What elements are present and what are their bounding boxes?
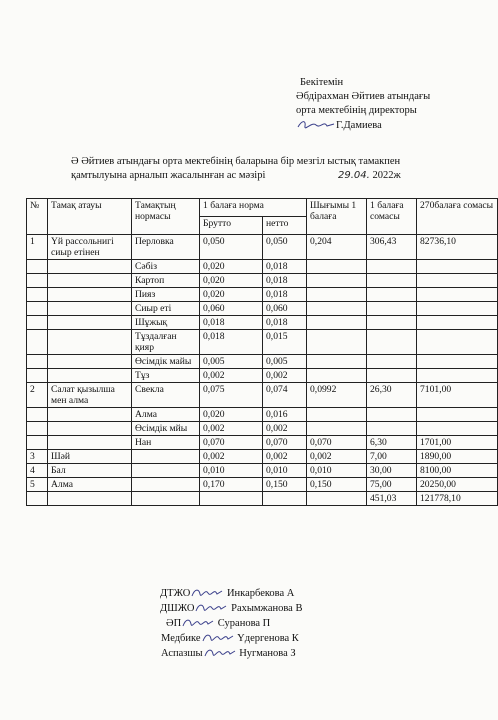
cell-cost1: 6,30 bbox=[367, 436, 417, 450]
table-row bbox=[27, 302, 498, 316]
handwritten-signature-icon bbox=[194, 601, 228, 614]
cell-num bbox=[27, 422, 48, 436]
cell-num bbox=[27, 302, 48, 316]
cell-num: 5 bbox=[27, 478, 48, 492]
cell-cost1 bbox=[367, 330, 417, 355]
cell-cost270 bbox=[417, 260, 498, 274]
document-heading bbox=[71, 155, 471, 183]
cell-output bbox=[307, 274, 367, 288]
cell-num bbox=[27, 288, 48, 302]
cell-netto: 0,002 bbox=[263, 450, 307, 464]
cell-cost270 bbox=[417, 369, 498, 383]
cell-ingredient: Сәбіз bbox=[132, 260, 200, 274]
cell-ingredient bbox=[132, 478, 200, 492]
cell-netto: 0,010 bbox=[263, 464, 307, 478]
signature-name: Нугманова З bbox=[239, 648, 296, 659]
cell-num bbox=[27, 260, 48, 274]
cell-output bbox=[307, 422, 367, 436]
signature-role: Аспазшы bbox=[161, 648, 203, 659]
cell-output bbox=[307, 302, 367, 316]
cell-netto: 0,070 bbox=[263, 436, 307, 450]
cell-empty bbox=[263, 492, 307, 506]
approval-signature-line bbox=[296, 118, 430, 133]
cell-netto: 0,005 bbox=[263, 355, 307, 369]
total-cost270: 121778,10 bbox=[417, 492, 498, 506]
cell-cost270 bbox=[417, 316, 498, 330]
cell-cost1 bbox=[367, 288, 417, 302]
header-norm: Тамақтың нормасы bbox=[132, 199, 200, 235]
heading-line-2: қамтылуына арналып жасалынған ас мәзірі 29.04. 2022ж bbox=[71, 170, 401, 181]
cell-name: Алма bbox=[48, 478, 132, 492]
cell-name: Үй рассольнигі сиыр етінен bbox=[48, 235, 132, 260]
cell-ingredient bbox=[132, 464, 200, 478]
signature-row bbox=[160, 631, 302, 646]
table-row bbox=[27, 316, 498, 330]
table-total-row bbox=[27, 492, 498, 506]
cell-ingredient: Перловка bbox=[132, 235, 200, 260]
heading-line-1: Ә Әйтиев атындағы орта мектебінің баларына бір мезгіл ыстық тамакпен bbox=[71, 156, 401, 167]
cell-output: 0,0992 bbox=[307, 383, 367, 408]
heading-year: 2022ж bbox=[372, 170, 401, 181]
cell-num bbox=[27, 274, 48, 288]
approval-line-2: орта мектебінің директоры bbox=[296, 105, 417, 116]
cell-netto: 0,002 bbox=[263, 422, 307, 436]
cell-output: 0,002 bbox=[307, 450, 367, 464]
cell-brutto: 0,020 bbox=[200, 260, 263, 274]
cell-ingredient: Свекла bbox=[132, 383, 200, 408]
cell-cost270: 7101,00 bbox=[417, 383, 498, 408]
cell-ingredient: Өсімдік майы bbox=[132, 355, 200, 369]
signature-name: Рахымжанова В bbox=[231, 603, 303, 614]
signature-role: ДШЖО bbox=[160, 603, 195, 614]
cell-num: 1 bbox=[27, 235, 48, 260]
cell-output: 0,204 bbox=[307, 235, 367, 260]
table-row bbox=[27, 274, 498, 288]
cell-output bbox=[307, 369, 367, 383]
cell-name bbox=[48, 436, 132, 450]
table-row bbox=[27, 464, 498, 478]
cell-netto: 0,018 bbox=[263, 260, 307, 274]
approval-title: Бекітемін bbox=[300, 77, 344, 88]
signature-role: ӘП bbox=[166, 618, 182, 629]
cell-cost1 bbox=[367, 422, 417, 436]
cell-num: 4 bbox=[27, 464, 48, 478]
cell-netto: 0,018 bbox=[263, 288, 307, 302]
cell-name bbox=[48, 302, 132, 316]
cell-output: 0,070 bbox=[307, 436, 367, 450]
cell-name bbox=[48, 260, 132, 274]
handwritten-date: 29.04. bbox=[338, 170, 370, 181]
signature-name: Инкарбекова А bbox=[226, 588, 295, 599]
cell-brutto: 0,002 bbox=[200, 422, 263, 436]
cell-ingredient: Шұжық bbox=[132, 316, 200, 330]
cell-num bbox=[27, 408, 48, 422]
signature-role: Медбике bbox=[161, 633, 201, 644]
cell-num: 3 bbox=[27, 450, 48, 464]
cell-cost1 bbox=[367, 316, 417, 330]
cell-empty bbox=[307, 492, 367, 506]
handwritten-signature-icon bbox=[201, 631, 235, 644]
handwritten-signature-icon bbox=[190, 586, 224, 599]
table-row bbox=[27, 436, 498, 450]
header-brutto: Брутто bbox=[200, 217, 263, 235]
table-row bbox=[27, 450, 498, 464]
cell-empty bbox=[48, 492, 132, 506]
table-row bbox=[27, 478, 498, 492]
cell-output bbox=[307, 260, 367, 274]
handwritten-signature-icon bbox=[203, 646, 237, 659]
cell-output bbox=[307, 316, 367, 330]
table-row bbox=[27, 330, 498, 355]
total-cost1: 451,03 bbox=[367, 492, 417, 506]
cell-brutto: 0,020 bbox=[200, 274, 263, 288]
cell-ingredient: Нан bbox=[132, 436, 200, 450]
cell-netto: 0,018 bbox=[263, 316, 307, 330]
header-cost1: 1 балаға сомасы bbox=[367, 199, 417, 235]
cell-brutto: 0,005 bbox=[200, 355, 263, 369]
cell-netto: 0,150 bbox=[263, 478, 307, 492]
table-row bbox=[27, 260, 498, 274]
cell-output: 0,150 bbox=[307, 478, 367, 492]
cell-cost1: 306,43 bbox=[367, 235, 417, 260]
cell-cost1 bbox=[367, 260, 417, 274]
cell-empty bbox=[27, 492, 48, 506]
signature-row bbox=[160, 601, 302, 616]
header-name: Тамақ атауы bbox=[48, 199, 132, 235]
cell-cost270 bbox=[417, 302, 498, 316]
cell-name bbox=[48, 408, 132, 422]
cell-cost270: 1701,00 bbox=[417, 436, 498, 450]
cell-num bbox=[27, 330, 48, 355]
table-row bbox=[27, 408, 498, 422]
signatures-block bbox=[160, 586, 302, 661]
cell-netto: 0,050 bbox=[263, 235, 307, 260]
cell-netto: 0,015 bbox=[263, 330, 307, 355]
header-cost270: 270балаға сомасы bbox=[417, 199, 498, 235]
cell-brutto: 0,018 bbox=[200, 316, 263, 330]
table-header-row bbox=[27, 199, 498, 217]
table-row bbox=[27, 369, 498, 383]
cell-cost1 bbox=[367, 274, 417, 288]
cell-brutto: 0,010 bbox=[200, 464, 263, 478]
cell-cost1 bbox=[367, 355, 417, 369]
cell-empty bbox=[200, 492, 263, 506]
cell-num bbox=[27, 436, 48, 450]
cell-ingredient: Сиыр еті bbox=[132, 302, 200, 316]
cell-output bbox=[307, 408, 367, 422]
handwritten-signature-icon bbox=[181, 616, 215, 629]
signature-row bbox=[160, 586, 302, 601]
signature-row bbox=[160, 646, 302, 661]
cell-name bbox=[48, 422, 132, 436]
cell-name: Шәй bbox=[48, 450, 132, 464]
cell-ingredient: Картоп bbox=[132, 274, 200, 288]
cell-ingredient: Өсімдік мйы bbox=[132, 422, 200, 436]
menu-table bbox=[26, 198, 498, 506]
cell-cost1: 7,00 bbox=[367, 450, 417, 464]
cell-cost270 bbox=[417, 288, 498, 302]
cell-ingredient: Пияз bbox=[132, 288, 200, 302]
cell-brutto: 0,075 bbox=[200, 383, 263, 408]
cell-cost1 bbox=[367, 408, 417, 422]
cell-cost1 bbox=[367, 302, 417, 316]
cell-name: Бал bbox=[48, 464, 132, 478]
cell-output bbox=[307, 330, 367, 355]
cell-brutto: 0,070 bbox=[200, 436, 263, 450]
cell-empty bbox=[132, 492, 200, 506]
cell-cost270 bbox=[417, 408, 498, 422]
cell-cost1 bbox=[367, 369, 417, 383]
cell-cost270: 82736,10 bbox=[417, 235, 498, 260]
cell-output: 0,010 bbox=[307, 464, 367, 478]
cell-ingredient: Тұздалған қияр bbox=[132, 330, 200, 355]
cell-netto: 0,018 bbox=[263, 274, 307, 288]
cell-cost1: 75,00 bbox=[367, 478, 417, 492]
cell-cost1: 26,30 bbox=[367, 383, 417, 408]
cell-brutto: 0,018 bbox=[200, 330, 263, 355]
cell-cost1: 30,00 bbox=[367, 464, 417, 478]
cell-num bbox=[27, 369, 48, 383]
cell-output bbox=[307, 288, 367, 302]
table-row bbox=[27, 235, 498, 260]
cell-brutto: 0,170 bbox=[200, 478, 263, 492]
director-name: Г.Дамиева bbox=[336, 120, 382, 131]
signature-row bbox=[160, 616, 302, 631]
table-row bbox=[27, 422, 498, 436]
signature-name: Үдергенова К bbox=[237, 633, 299, 644]
cell-cost270 bbox=[417, 355, 498, 369]
cell-num: 2 bbox=[27, 383, 48, 408]
table-row bbox=[27, 288, 498, 302]
cell-name bbox=[48, 274, 132, 288]
cell-netto: 0,060 bbox=[263, 302, 307, 316]
header-num: № bbox=[27, 199, 48, 235]
cell-brutto: 0,020 bbox=[200, 288, 263, 302]
cell-brutto: 0,002 bbox=[200, 369, 263, 383]
cell-name bbox=[48, 330, 132, 355]
cell-name bbox=[48, 316, 132, 330]
cell-num bbox=[27, 355, 48, 369]
cell-cost270: 1890,00 bbox=[417, 450, 498, 464]
approval-block bbox=[296, 76, 430, 133]
director-signature-icon bbox=[296, 118, 336, 130]
cell-name bbox=[48, 355, 132, 369]
table-row bbox=[27, 383, 498, 408]
cell-cost270 bbox=[417, 274, 498, 288]
cell-name bbox=[48, 288, 132, 302]
cell-brutto: 0,060 bbox=[200, 302, 263, 316]
cell-cost270: 20250,00 bbox=[417, 478, 498, 492]
table-row bbox=[27, 355, 498, 369]
cell-brutto: 0,002 bbox=[200, 450, 263, 464]
signature-name: Суранова П bbox=[217, 618, 271, 629]
cell-output bbox=[307, 355, 367, 369]
cell-brutto: 0,050 bbox=[200, 235, 263, 260]
cell-name bbox=[48, 369, 132, 383]
approval-line-1: Әбдірахман Әйтиев атындағы bbox=[296, 91, 431, 102]
header-output: Шығымы 1 балаға bbox=[307, 199, 367, 235]
cell-ingredient: Алма bbox=[132, 408, 200, 422]
cell-brutto: 0,020 bbox=[200, 408, 263, 422]
cell-netto: 0,016 bbox=[263, 408, 307, 422]
signature-role: ДТЖО bbox=[160, 588, 191, 599]
cell-ingredient: Тұз bbox=[132, 369, 200, 383]
cell-netto: 0,002 bbox=[263, 369, 307, 383]
cell-name: Салат қызылша мен алма bbox=[48, 383, 132, 408]
cell-ingredient bbox=[132, 450, 200, 464]
header-per-child: 1 балаға норма bbox=[200, 199, 307, 217]
cell-cost270 bbox=[417, 330, 498, 355]
cell-cost270 bbox=[417, 422, 498, 436]
cell-netto: 0,074 bbox=[263, 383, 307, 408]
cell-num bbox=[27, 316, 48, 330]
cell-cost270: 8100,00 bbox=[417, 464, 498, 478]
header-netto: нетто bbox=[263, 217, 307, 235]
